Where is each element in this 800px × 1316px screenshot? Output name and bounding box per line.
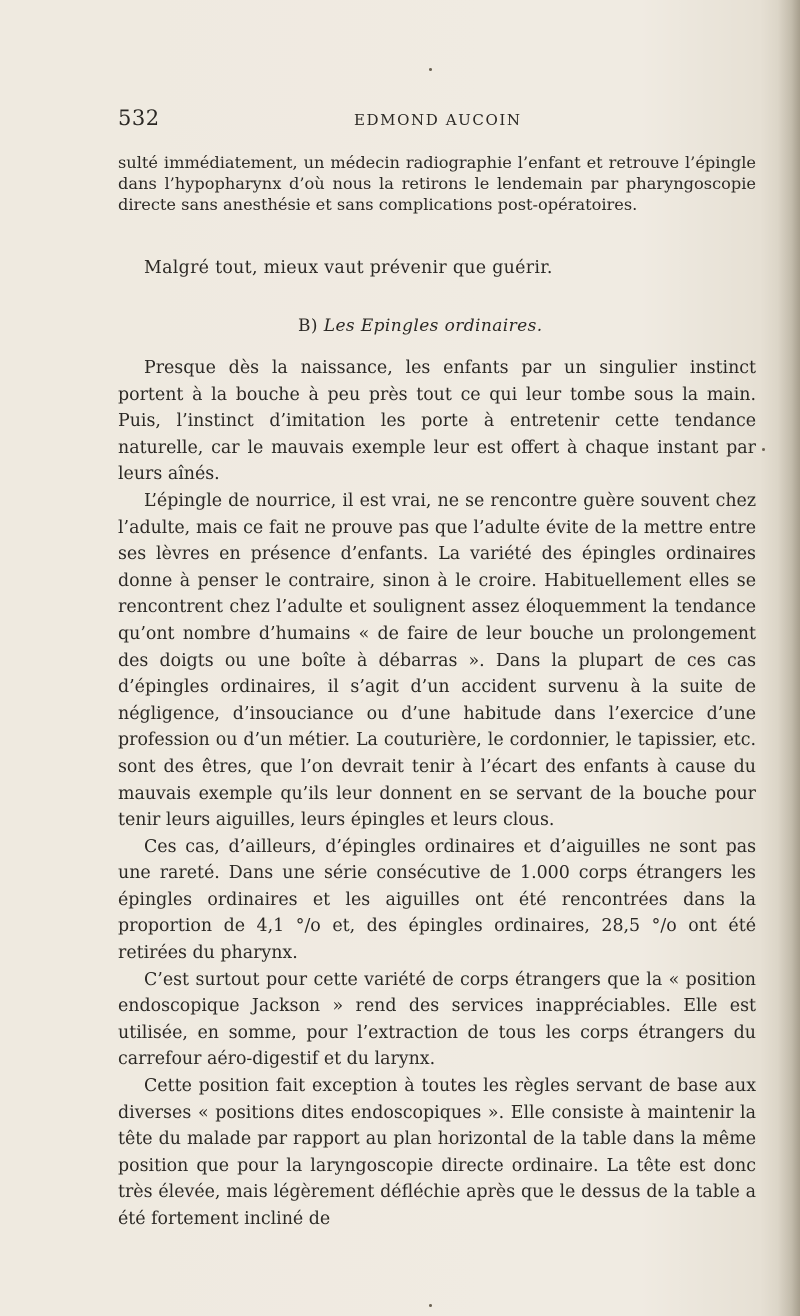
intro-paragraph-block [118,152,756,215]
body-text [118,355,756,1233]
page-number: 532 [118,106,160,130]
paragraph: L’épingle de nourrice, il est vrai, ne se rencontre guère souvent chez l’adulte, mais ce fait ne prouve pas que l’adulte évite de la mettre entre ses lèvres en présence d’enfants. La variété des épingles ordinaires donne à penser le contraire, sinon à le croire. Habituellement elles se rencontrent chez l’adulte et soulignent assez éloquemment la tendance qu’ont nombre d’humains « de faire de leur bouche un prolongement des doigts ou une boîte à débarras ». Dans la plupart de ces cas d’épingles ordinaires, il s’agit d’un accident survenu à la suite de négligence, d’insouciance ou d’une habitude dans l’exercice d’une profession ou d’un métier. La couturière, le cordonnier, le tapissier, etc. sont des êtres, que l’on devrait tenir à l’écart des enfants à cause du mauvais exemple qu’ils leur donnent en se servant de la bouche pour tenir leurs aiguilles, leurs épingles et leurs clous. [118,490,756,831]
paper-speck [762,448,765,451]
running-head: EDMOND AUCOIN [354,111,522,129]
page-header [118,106,758,136]
paper-speck [429,68,432,71]
maxim: Malgré tout, mieux vaut prévenir que guérir. [144,258,553,278]
section-label: B) [298,316,318,336]
section-heading [298,316,543,336]
section-title: Les Epingles ordinaires. [323,316,543,336]
paragraph: Presque dès la naissance, les enfants par un singulier instinct portent à la bouche à peu près tout ce qui leur tombe sous la main. Puis, l’instinct d’imitation les porte à entretenir cette tendance naturelle, car le mauvais exemple leur est offert à chaque instant par leurs aînés. [118,358,756,485]
paragraph: C’est surtout pour cette variété de corps étrangers que la « position endoscopique Jackson » rend des services inappréciables. Elle est utilisée, en somme, pour l’extraction de tous les corps étrangers du carrefour aéro-digestif et du larynx. [118,969,756,1070]
page-edge-shadow [778,0,800,1316]
paragraph: Ces cas, d’ailleurs, d’épingles ordinaires et d’aiguilles ne sont pas une rareté. Dans une série consécutive de 1.000 corps étrangers les épingles ordinaires et les aiguilles ont été rencontrées dans la proportion de 4,1 °/o et, des épingles ordinaires, 28,5 °/o ont été retirées du pharynx. [118,836,756,964]
paper-speck [429,1304,432,1307]
intro-paragraph: sulté immédiatement, un médecin radiographie l’enfant et retrouve l’épingle dans l’hypopharynx d’où nous la retirons le lendemain par pharyngoscopie directe sans anesthésie et sans complications post-opératoires. [118,153,756,214]
paragraph: Cette position fait exception à toutes les règles servant de base aux diverses « positions dites endoscopiques ». Elle consiste à maintenir la tête du malade par rapport au plan horizontal de la table dans la même position que pour la laryngoscopie directe ordinaire. La tête est donc très élevée, mais légèrement défléchie après que le dessus de la table a été fortement incliné de [118,1076,756,1229]
